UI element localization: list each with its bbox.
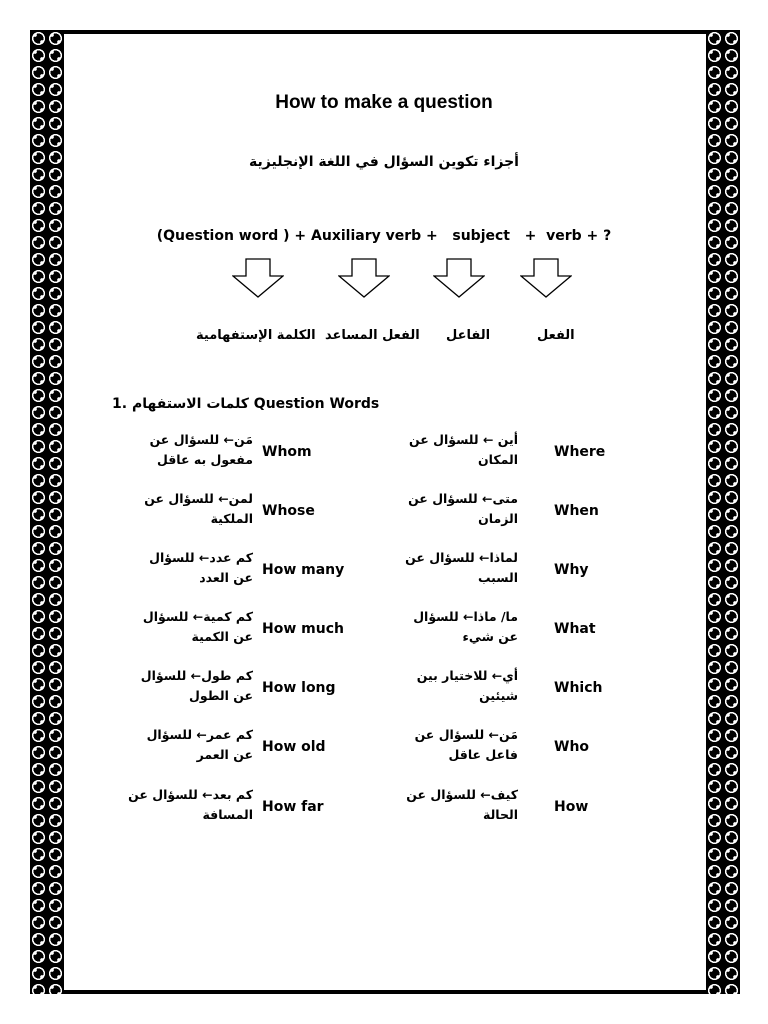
meaning-line: شيئين bbox=[479, 688, 518, 703]
question-word-meaning-ar bbox=[406, 785, 518, 825]
section-title-en: Question Words bbox=[253, 396, 380, 412]
question-word-en: How long bbox=[262, 680, 336, 696]
meaning-line: فاعل عاقل bbox=[448, 747, 518, 762]
question-word-meaning-ar bbox=[149, 548, 253, 588]
section-number: 1. bbox=[112, 396, 128, 412]
meaning-line: لمن← للسؤال عن bbox=[144, 491, 253, 506]
question-word-en: How far bbox=[262, 799, 324, 815]
ornamental-border-left bbox=[30, 30, 64, 994]
meaning-line: عن الكمية bbox=[191, 629, 253, 644]
meaning-line: كم عمر← للسؤال bbox=[146, 727, 253, 742]
question-word-en: Why bbox=[554, 562, 589, 578]
page-title: How to make a question bbox=[275, 92, 493, 113]
meaning-line: كيف← للسؤال عن bbox=[406, 787, 518, 802]
meaning-line: كم عدد← للسؤال bbox=[149, 550, 253, 565]
question-word-en: How many bbox=[262, 562, 345, 578]
question-word-meaning-ar bbox=[413, 607, 518, 647]
page-border-bottom bbox=[30, 990, 740, 994]
meaning-line: مَن← للسؤال عن bbox=[414, 727, 518, 742]
question-word-meaning-ar bbox=[147, 725, 253, 765]
part-label-subject: الفاعل bbox=[446, 328, 491, 343]
meaning-line: المكان bbox=[478, 452, 518, 467]
meaning-line: عن شيء bbox=[462, 629, 518, 644]
question-word-en: What bbox=[554, 621, 596, 637]
meaning-line: أي← للاختيار بين bbox=[416, 668, 518, 683]
down-arrow-icon bbox=[232, 258, 284, 298]
question-word-en: Where bbox=[554, 444, 606, 460]
meaning-line: مَن← للسؤال عن bbox=[149, 432, 253, 447]
question-word-meaning-ar bbox=[417, 666, 518, 706]
down-arrow-icon bbox=[338, 258, 390, 298]
meaning-line: عن العمر bbox=[196, 747, 253, 762]
question-word-en: How old bbox=[262, 739, 326, 755]
meaning-line: عن الطول bbox=[189, 688, 253, 703]
meaning-line: متى← للسؤال عن bbox=[408, 491, 518, 506]
question-formula: (Question word ) + Auxiliary verb + subject + verb + ? bbox=[156, 228, 612, 244]
meaning-line: عن العدد bbox=[199, 570, 253, 585]
question-word-en: Which bbox=[554, 680, 603, 696]
down-arrow-icon bbox=[433, 258, 485, 298]
meaning-line: الملكية bbox=[210, 511, 253, 526]
part-label-verb: الفعل bbox=[537, 328, 575, 343]
question-word-en: When bbox=[554, 503, 599, 519]
meaning-line: ما/ ماذا← للسؤال bbox=[413, 609, 518, 624]
meaning-line: السبب bbox=[477, 570, 518, 585]
meaning-line: الحالة bbox=[483, 807, 518, 822]
meaning-line: كم بعد← للسؤال عن bbox=[128, 787, 253, 802]
question-word-meaning-ar bbox=[143, 607, 253, 647]
meaning-line: أين ← للسؤال عن bbox=[408, 432, 518, 447]
down-arrow-icon bbox=[520, 258, 572, 298]
question-word-meaning-ar bbox=[415, 725, 518, 765]
question-word-en: Who bbox=[554, 739, 590, 755]
question-word-meaning-ar bbox=[405, 548, 518, 588]
meaning-line: كم كمية← للسؤال bbox=[142, 609, 253, 624]
question-word-en: Whom bbox=[262, 444, 312, 460]
question-word-en: How bbox=[554, 799, 589, 815]
meaning-line: المسافة bbox=[202, 807, 253, 822]
ornamental-border-right bbox=[706, 30, 740, 994]
question-word-en: Whose bbox=[262, 503, 315, 519]
part-label-auxiliary-verb: الفعل المساعد bbox=[325, 328, 420, 343]
question-word-en: How much bbox=[262, 621, 344, 637]
question-word-meaning-ar bbox=[150, 430, 253, 470]
meaning-line: لماذا← للسؤال عن bbox=[405, 550, 518, 565]
arabic-subtitle: أجزاء تكوين السؤال في اللغة الإنجليزية bbox=[249, 154, 519, 170]
question-word-meaning-ar bbox=[408, 489, 518, 529]
section-title-ar: كلمات الاستفهام bbox=[131, 396, 249, 412]
meaning-line: كم طول← للسؤال bbox=[140, 668, 253, 683]
question-word-meaning-ar bbox=[128, 785, 253, 825]
question-word-meaning-ar bbox=[409, 430, 518, 470]
meaning-line: مفعول به عاقل bbox=[156, 452, 253, 467]
part-label-question-word: الكلمة الإستفهامية bbox=[196, 328, 316, 343]
question-word-meaning-ar bbox=[144, 489, 253, 529]
section-heading bbox=[112, 396, 379, 412]
meaning-line: الزمان bbox=[478, 511, 518, 526]
question-word-meaning-ar bbox=[141, 666, 253, 706]
page-border-top bbox=[30, 30, 740, 34]
